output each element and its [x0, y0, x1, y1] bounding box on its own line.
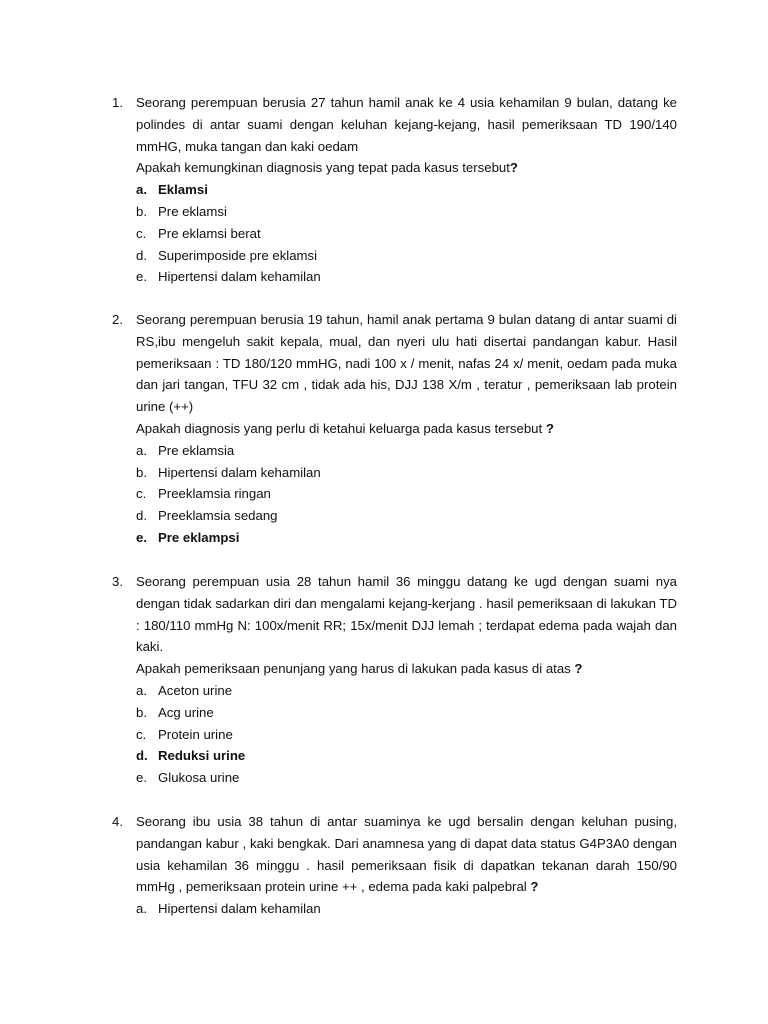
answer-option [136, 724, 677, 746]
answer-option [136, 527, 677, 549]
option-label: Pre eklampsi [158, 529, 240, 545]
question-text: Seorang perempuan berusia 27 tahun hamil anak ke 4 usia kehamilan 9 bulan, datang ke polindes di antar suami dengan keluhan kejang-kejang, hasil pemeriksaan TD 190/140 mmHG, muka tangan dan kaki oedam [136, 95, 677, 154]
answer-option [136, 266, 677, 288]
option-letter: d. [136, 247, 147, 263]
option-letter: a. [136, 442, 147, 458]
option-letter: c. [136, 486, 147, 502]
question-4 [0, 811, 768, 920]
question-number: 2. [112, 312, 123, 327]
answer-option [136, 201, 677, 223]
option-letter: b. [136, 464, 147, 480]
question-2 [0, 309, 768, 549]
answer-option [136, 702, 677, 724]
question-body [136, 309, 677, 549]
option-letter: b. [136, 704, 147, 720]
option-label: Acg urine [158, 704, 214, 720]
answer-option [136, 179, 677, 201]
question-prompt-text: Apakah pemeriksaan penunjang yang harus di lakukan pada kasus di atas [136, 661, 571, 677]
question-prompt [136, 658, 677, 680]
question-prompt-text: Apakah kemungkinan diagnosis yang tepat pada kasus tersebut [136, 160, 510, 176]
option-label: Pre eklamsi berat [158, 225, 261, 241]
option-letter: c. [136, 225, 147, 241]
option-label: Hipertensi dalam kehamilan [158, 269, 321, 285]
question-body [136, 811, 677, 920]
answer-option [136, 767, 677, 789]
option-label: Hipertensi dalam kehamilan [158, 901, 321, 917]
answer-option [136, 680, 677, 702]
option-label: Reduksi urine [158, 748, 246, 764]
option-label: Pre eklamsi [158, 203, 227, 219]
option-label: Superimposide pre eklamsi [158, 247, 318, 263]
question-number: 4. [112, 814, 123, 829]
question-3 [0, 571, 768, 789]
question-text [136, 811, 677, 898]
option-letter: a. [136, 901, 147, 917]
option-letter: a. [136, 182, 147, 198]
option-letter: e. [136, 529, 147, 545]
option-letter: e. [136, 770, 147, 786]
question-number: 1. [112, 95, 123, 110]
answer-option [136, 245, 677, 267]
answer-option [136, 505, 677, 527]
answer-option [136, 223, 677, 245]
question-prompt [136, 157, 677, 179]
option-letter: a. [136, 682, 147, 698]
question-mark: ? [526, 879, 539, 895]
answer-option [136, 440, 677, 462]
question-prompt [136, 418, 677, 440]
question-text: Seorang perempuan usia 28 tahun hamil 36 minggu datang ke ugd dengan suami nya dengan tidak sadarkan diri dan mengalami kejang-kerjang . hasil pemeriksaan di lakukan TD : 180/110 mmHg N: 100x/menit RR; 15x/menit DJJ lemah ; terdapat edema pada wajah dan kaki. [136, 574, 677, 655]
question-body [136, 571, 677, 789]
answer-option [136, 462, 677, 484]
question-body [136, 92, 677, 288]
question-text-content: Seorang ibu usia 38 tahun di antar suaminya ke ugd bersalin dengan keluhan pusing, pandangan kabur , kaki bengkak. Dari anamnesa yang di dapat data status G4P3A0 dengan usia kehamilan 36 minggu . hasil pemeriksaan fisik di dapatkan tekanan darah 150/90 mmHg , pemeriksaan protein urine ++ , edema pada kaki palpebral [136, 814, 677, 895]
option-letter: d. [136, 508, 147, 524]
option-label: Eklamsi [158, 182, 208, 198]
option-letter: e. [136, 269, 147, 285]
question-text: Seorang perempuan berusia 19 tahun, hamil anak pertama 9 bulan datang di antar suami di RS,ibu mengeluh sakit kepala, mual, dan nyeri ulu hati disertai pandangan kabur. Hasil pemeriksaan : TD 180/120 mmHG, nadi 100 x / menit, nafas 24 x/ menit, oedam pada muka dan jari tangan, TFU 32 cm , tidak ada his, DJJ 138 X/m , teratur , pemeriksaan lab protein urine (++) [136, 312, 677, 415]
option-label: Preeklamsia sedang [158, 508, 278, 524]
question-mark: ? [570, 661, 583, 677]
question-prompt-text: Apakah diagnosis yang perlu di ketahui keluarga pada kasus tersebut [136, 420, 543, 436]
option-label: Preeklamsia ringan [158, 486, 271, 502]
answer-option [136, 745, 677, 767]
question-1 [0, 92, 768, 288]
option-label: Protein urine [158, 726, 233, 742]
question-mark: ? [509, 160, 518, 176]
option-label: Aceton urine [158, 682, 233, 698]
option-letter: b. [136, 203, 147, 219]
question-number: 3. [112, 574, 123, 589]
option-label: Pre eklamsia [158, 442, 235, 458]
answer-option [136, 898, 677, 920]
option-letter: c. [136, 726, 147, 742]
question-mark: ? [542, 420, 554, 436]
option-label: Glukosa urine [158, 770, 240, 786]
option-label: Hipertensi dalam kehamilan [158, 464, 321, 480]
option-letter: d. [136, 748, 148, 764]
answer-option [136, 483, 677, 505]
